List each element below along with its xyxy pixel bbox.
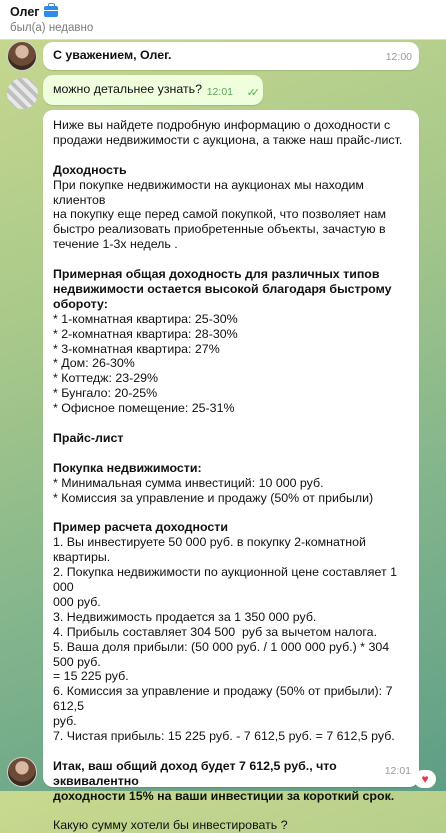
briefcase-icon: [44, 6, 58, 17]
message-line: Покупка недвижимости:: [53, 460, 202, 475]
message-line: Итак, ваш общий доход будет 7 612,5 руб., что эквивалентно: [53, 758, 341, 788]
message-line: 000 руб.: [53, 594, 101, 609]
message-line: на покупку еще перед самой покупкой, что позволяет нам: [53, 207, 387, 222]
message-line: 3. Недвижимость продается за 1 350 000 руб.: [53, 609, 317, 624]
message-bubble-long[interactable]: [43, 110, 419, 833]
message-line: продажи недвижимости с аукциона, а также наш прайс-лист.: [53, 132, 403, 147]
message-line: 2. Покупка недвижимости по аукционной цене составляет 1 000: [53, 565, 401, 595]
message-line: * Комиссия за управление и продажу (50% от прибыли): [53, 490, 374, 505]
message-line: * Коттедж: 23-29%: [53, 371, 159, 386]
message-line: * Офисное помещение: 25-31%: [53, 401, 235, 416]
message-line: Доходность: [53, 162, 127, 177]
message-text: можно детальнее узнать?: [53, 82, 202, 96]
message-line: Пример расчета доходности: [53, 520, 228, 535]
message-line: При покупке недвижимости на аукционах мы находим клиентов: [53, 177, 368, 207]
message-line: 5. Ваша доля прибыли: (50 000 руб. / 1 000 000 руб.) * 304 500 руб.: [53, 639, 393, 669]
message-line: * Бунгало: 20-25%: [53, 386, 158, 401]
message-line: Прайс-лист: [53, 430, 124, 445]
message-line: Примерная общая доходность для различных типов: [53, 267, 380, 282]
message-line: 6. Комиссия за управление и продажу (50% от прибыли): 7 612,5: [53, 684, 396, 714]
contact-avatar[interactable]: [7, 41, 37, 71]
blank-line: [53, 506, 409, 521]
message-bubble-outgoing[interactable]: [43, 75, 263, 105]
message-text: С уважением, Олег.: [53, 48, 172, 62]
blank-line: [53, 252, 409, 267]
message-line: быстро реализовать приобретенные объекты, зачастую в: [53, 222, 386, 237]
message-time: 12:01: [384, 765, 411, 777]
message-line: * 1-комнатная квартира: 25-30%: [53, 311, 238, 326]
message-line: недвижимости остается высокой благодаря быстрому: [53, 281, 392, 296]
message-line: * 3-комнатная квартира: 27%: [53, 341, 220, 356]
message-line: Какую сумму хотели бы инвестировать ?: [53, 818, 288, 833]
message-line: * Дом: 26-30%: [53, 356, 135, 371]
blank-line: [53, 416, 409, 431]
message-line: течение 1-3х недель .: [53, 237, 178, 252]
contact-name-row: [10, 3, 446, 20]
message-time: 12:01: [206, 86, 233, 98]
contact-name[interactable]: Олег: [10, 4, 40, 19]
message-line: 1. Вы инвестируете 50 000 руб. в покупку 2-комнатной квартиры.: [53, 535, 370, 565]
heart-reaction-icon[interactable]: ♥: [414, 770, 436, 788]
message-line: руб.: [53, 714, 77, 729]
blank-line: [53, 804, 409, 819]
message-line: Ниже вы найдете подробную информацию о доходности с: [53, 118, 391, 132]
blank-line: [53, 446, 409, 461]
message-line: * Минимальная сумма инвестиций: 10 000 руб.: [53, 475, 324, 490]
message-line: 7. Чистая прибыль: 15 225 руб. - 7 612,5 руб. = 7 612,5 руб.: [53, 729, 395, 744]
message-line: доходности 15% на ваши инвестиции за короткий срок.: [53, 788, 395, 803]
message-time: 12:00: [385, 51, 412, 63]
message-line: обороту:: [53, 296, 108, 311]
user-avatar[interactable]: [7, 78, 38, 109]
blank-line: [53, 744, 409, 759]
message-bubble[interactable]: [43, 42, 419, 70]
chat-header[interactable]: [0, 0, 446, 40]
message-line: * 2-комнатная квартира: 28-30%: [53, 326, 238, 341]
read-checkmark-icon: ✓✓: [246, 87, 255, 99]
contact-status: был(а) недавно: [10, 22, 94, 34]
message-body: [53, 118, 409, 833]
message-line: = 15 225 руб.: [53, 669, 129, 684]
message-line: 4. Прибыль составляет 304 500 руб за вычетом налога.: [53, 624, 378, 639]
blank-line: [53, 148, 409, 163]
contact-avatar[interactable]: [7, 757, 37, 787]
